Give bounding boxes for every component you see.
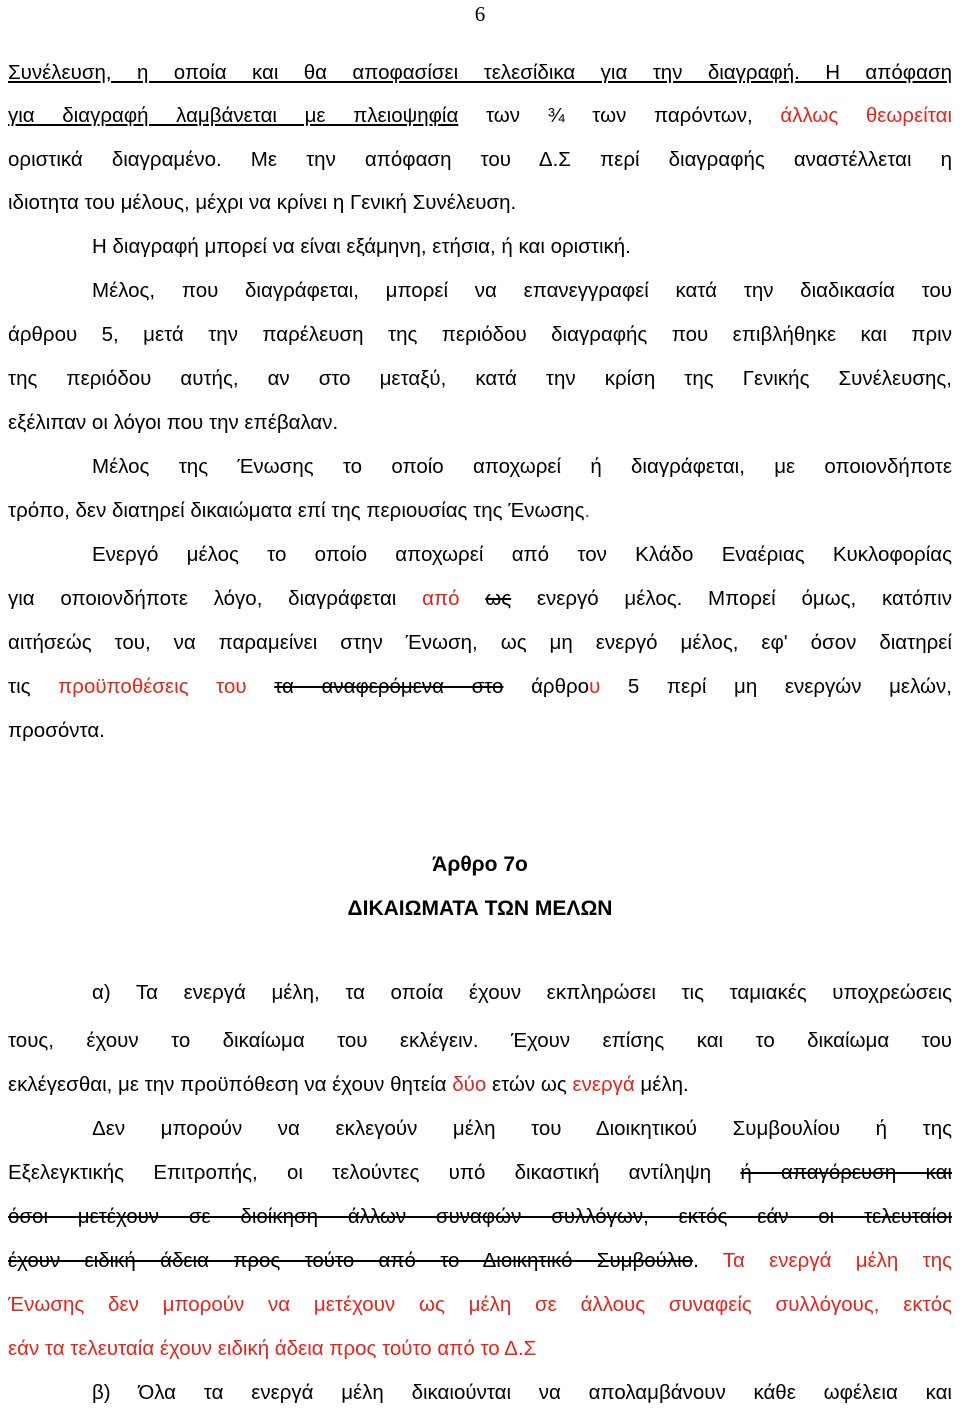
inserted-text: υ xyxy=(589,675,601,698)
text-span: της περιόδου αυτής, αν στο μεταξύ, κατά την κρίση της Γενικής Συνέλευσης, xyxy=(8,367,952,390)
deleted-text: έχουν ειδική άδεια προς τούτο από το Διοικητικό Συμβούλιο xyxy=(8,1249,694,1272)
text-span: μέλη. xyxy=(634,1073,689,1096)
text-line xyxy=(8,1292,952,1318)
text-span xyxy=(247,675,275,698)
text-line xyxy=(8,498,590,524)
deleted-text: ως xyxy=(485,587,512,610)
text-line xyxy=(8,147,952,173)
inserted-text: από xyxy=(422,587,460,610)
text-line xyxy=(92,278,952,304)
text-span: Ενεργό μέλος το οποίο αποχωρεί από τον Κλάδο Εναέριας Κυκλοφορίας xyxy=(92,543,952,566)
text-span: για διαγραφή λαμβάνεται με πλειοψηφία xyxy=(8,104,459,127)
text-span: εκλέγεσθαι, με την προϋπόθεση να έχουν θητεία xyxy=(8,1073,453,1096)
text-line xyxy=(8,630,952,656)
text-line xyxy=(8,1072,689,1098)
text-span: οριστικά διαγραμένο. Με την απόφαση του Δ.Σ περί διαγραφής αναστέλλεται η xyxy=(8,148,952,171)
text-span: Μέλος, που διαγράφεται, μπορεί να επανεγγραφεί κατά την διαδικασία του xyxy=(92,279,952,302)
article-title: Άρθρο 7ο xyxy=(432,853,528,876)
article-subtitle: ΔΙΚΑΙΩΜΑΤΑ ΤΩΝ ΜΕΛΩΝ xyxy=(347,897,613,920)
text-line xyxy=(8,674,952,700)
text-line xyxy=(8,718,105,744)
text-span: Συνέλευση, η οποία και θα αποφασίσει τελεσίδικα για την διαγραφή. xyxy=(8,61,800,84)
inserted-text: άλλως θεωρείται xyxy=(780,104,953,127)
inserted-text: δύο xyxy=(452,1073,487,1096)
inserted-text: Ένωσης δεν μπορούν να μετέχουν ως μέλη σε άλλους συναφείς συλλόγους, εκτός xyxy=(8,1293,952,1316)
inserted-text: . xyxy=(584,499,591,522)
text-span: 5 περί μη ενεργών μελών, xyxy=(600,675,952,698)
text-span: τις xyxy=(8,675,59,698)
text-line xyxy=(92,454,952,480)
text-span: των ¾ των παρόντων, xyxy=(458,104,781,127)
text-span: Δεν μπορούν να εκλεγούν μέλη του Διοικητικού Συμβουλίου ή της xyxy=(92,1117,952,1140)
text-line xyxy=(8,1336,536,1362)
inserted-text: Τα ενεργά μέλη της xyxy=(722,1249,952,1272)
deleted-text: ή απαγόρευση και xyxy=(740,1161,952,1184)
inserted-text: προϋποθέσεις του xyxy=(58,675,247,698)
text-span: άρθρο xyxy=(503,675,590,698)
text-line xyxy=(8,103,952,129)
text-span: εξέλιπαν οι λόγοι που την επέβαλαν. xyxy=(8,411,339,434)
text-span: άρθρου 5, μετά την παρέλευση της περιόδου διαγραφής που επιβλήθηκε και πριν xyxy=(8,323,952,346)
text-span: Μέλος της Ένωσης το οποίο αποχωρεί ή διαγράφεται, με οποιονδήποτε xyxy=(92,455,952,478)
text-line xyxy=(8,322,952,348)
text-line xyxy=(8,1204,952,1230)
text-span: Η απόφαση xyxy=(799,61,952,84)
text-line xyxy=(8,60,952,86)
text-span: β) Όλα τα ενεργά μέλη δικαιούνται να απολαμβάνουν κάθε ωφέλεια και xyxy=(92,1381,952,1404)
text-line xyxy=(92,542,952,568)
text-line xyxy=(92,980,952,1006)
deleted-text: όσοι μετέχουν σε διοίκηση άλλων συναφών συλλόγων, εκτός εάν οι τελευταίοι xyxy=(8,1205,952,1228)
text-span: Η διαγραφή μπορεί να είναι εξάμηνη, ετήσια, ή και οριστική. xyxy=(92,235,631,258)
text-span: . xyxy=(693,1249,723,1272)
text-line xyxy=(8,366,952,392)
text-span xyxy=(460,587,486,610)
text-line xyxy=(92,1380,952,1406)
text-span: τρόπο, δεν διατηρεί δικαιώματα επί της περιουσίας της Ένωσης xyxy=(8,499,585,522)
text-span: α) Τα ενεργά μέλη, τα οποία έχουν εκπληρώσει τις ταμιακές υποχρεώσεις xyxy=(92,981,952,1004)
text-line xyxy=(8,1160,952,1186)
text-line xyxy=(8,1248,952,1274)
text-span: ενεργό μέλος. Μπορεί όμως, κατόπιν xyxy=(511,587,952,610)
text-line xyxy=(8,190,516,216)
text-line xyxy=(8,586,952,612)
text-span: τους, έχουν το δικαίωμα του εκλέγειν. Έχουν επίσης και το δικαίωμα του xyxy=(8,1029,952,1052)
text-span: ετών ως xyxy=(486,1073,573,1096)
text-span: Εξελεγκτικής Επιτροπής, οι τελούντες υπό δικαστική αντίληψη xyxy=(8,1161,741,1184)
text-line xyxy=(8,1028,952,1054)
page-number: 6 xyxy=(474,2,486,26)
inserted-text: ενεργά xyxy=(572,1073,635,1096)
inserted-text: εάν τα τελευταία έχουν ειδική άδεια προς τούτο από το Δ.Σ xyxy=(8,1337,537,1360)
text-line xyxy=(92,234,631,260)
text-span: για οποιονδήποτε λόγο, διαγράφεται xyxy=(8,587,423,610)
text-span: προσόντα. xyxy=(8,719,105,742)
text-line xyxy=(8,410,338,436)
text-span: αιτήσεώς του, να παραμείνει στην Ένωση, ως μη ενεργό μέλος, εφ' όσον διατηρεί xyxy=(8,631,952,654)
deleted-text: τα αναφερόμενα στο xyxy=(274,675,504,698)
text-line xyxy=(92,1116,952,1142)
text-span: ιδιοτητα του μέλους, μέχρι να κρίνει η Γενική Συνέλευση. xyxy=(8,191,517,214)
